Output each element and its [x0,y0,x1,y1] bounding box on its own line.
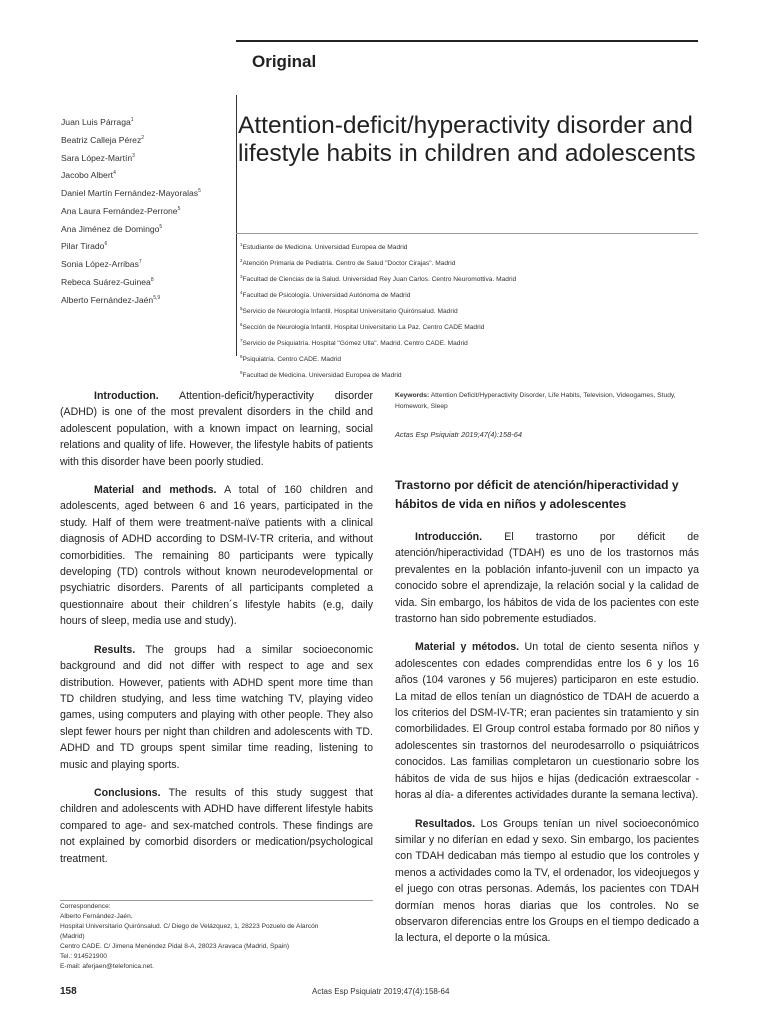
journal-citation: Actas Esp Psiquiatr 2019;47(4):158-64 [395,430,522,439]
author-list [61,113,231,308]
abstract-spanish [395,529,699,947]
author: Pilar Tirado$^6$ [61,241,108,252]
spanish-title: Trastorno por déficit de atención/hiperactividad y hábitos de vida en niños y adolescentes [395,478,679,511]
author: Beatriz Calleja Pérez$^2$ [61,134,145,145]
affiliation: $^9$Facultad de Medicina. Universidad Europea de Madrid [240,369,402,379]
article-title: Attention-deficit/hyperactivity disorder and lifestyle habits in children and adolescents [238,112,696,167]
correspondence-line: Correspondence: [60,903,111,910]
author: Daniel Martín Fernández-Mayoralas$^5$ [61,187,201,198]
vertical-divider [236,95,237,356]
author: Ana Laura Fernández-Perrone$^5$ [61,205,181,216]
abstract-paragraph: Introduction. Attention-deficit/hyperactivity disorder (ADHD) is one of the most prevalent disorders in the child and adolescent population, with a known impact on learning, social relations and quality of life. However, the lifestyle habits of patients with this disorder have been poorly studied. [60,390,373,468]
affiliation: $^2$Atención Primaria de Pediatría. Centro de Salud "Doctor Cirajas". Madrid [240,257,456,268]
affiliation: $^5$Servicio de Neurología Infantil. Hospital Universitario Quirónsalud. Madrid [240,305,458,315]
author: Juan Luis Párraga$^1$ [61,116,134,127]
correspondence-email: E-mail: aferjaen@telefonica.net. [60,963,154,970]
abstract-paragraph: Conclusions. The results of this study suggest that children and adolescents with ADHD have different lifestyle habits compared to age- and sex-matched controls. These findings are not explained by comorbid disorders or medication/psychological treatment. [60,786,373,865]
abstract-paragraph: Introducción. El trastorno por déficit de atención/hiperactividad (TDAH) es uno de los trastornos más prevalentes en la población infanto-juvenil con un impacto ya conocido sobre el aprendizaje, la relación social y la calidad de vida. Sin embargo, los hábitos de vida de los pacientes con este trastorno han sido pobremente estudiados. [395,531,699,626]
correspondence-rule [60,900,373,901]
affiliation: $^3$Facultad de Ciencias de la Salud. Universidad Rey Juan Carlos. Centro Neuromottiva. Madrid [240,273,517,284]
abstract-english [60,388,373,879]
correspondence-line: (Madrid) [60,933,85,940]
keywords: Keywords: Attention Deficit/Hyperactivity Disorder, Life Habits, Television, Videogames, Study, Homework, Sleep [395,392,676,410]
correspondence-line: Tel.: 914521900 [60,953,107,960]
correspondence-line: Alberto Fernández-Jaén. [60,913,133,920]
correspondence-line: Hospital Universitario Quirónsalud. C/ Diego de Velázquez, 1, 28223 Pozuelo de Alarcón [60,923,319,930]
affiliation: $^7$Servicio de Psiquiatría. Hospital "Gómez Ulla". Madrid. Centro CADE. Madrid [240,337,468,347]
right-column [395,391,699,959]
author: Alberto Fernández-Jaén$^{5,9}$ [61,294,161,305]
correspondence-line: Centro CADE. C/ Jimena Menéndez Pidal 8-A, 28023 Aravaca (Madrid, Spain) [60,943,290,950]
page-number: 158 [60,986,77,997]
author: Sonia López-Arribas$^7$ [61,258,142,269]
author: Rebeca Suárez-Guinea$^8$ [61,276,154,287]
footer-citation: Actas Esp Psiquiatr 2019;47(4):158-64 [312,987,450,996]
author: Ana Jiménez de Domingo$^5$ [61,223,163,234]
affiliation: $^6$Sección de Neurología Infantil. Hospital Universitario La Paz. Centro CADE Madrid [240,321,485,331]
affiliations-rule [236,233,698,234]
header-rule [236,40,698,42]
abstract-paragraph: Resultados. Los Groups tenían un nivel socioeconómico similar y no diferían en edad y sexo. Sin embargo, los pacientes con TDAH dedicaban más tiempo al estudio que los controles y menos a actividades como la TV, el ordenador, los videojuegos y el juego con otras personas. Además, los pacientes con TDAH dormían menos horas diarias que los controles. No se observaron diferencias entre los Groups en el tiempo dedicado a la lectura, el deporte o la música. [395,817,699,945]
correspondence [60,902,380,972]
author: Jacobo Albert$^4$ [61,170,116,181]
author: Sara López-Martín$^3$ [61,152,135,163]
section-label: Original [252,52,317,71]
affiliation: $^8$Psiquiatría. Centro CADE. Madrid [240,353,342,363]
abstract-paragraph: Results. The groups had a similar socioeconomic background and did not differ with respect to age and sex distribution. However, patients with ADHD spent more time than TD children studying, and less time watching TV, playing video games, using computers and playing with other people. They also slept fewer hours per night than children and adolescents with TD. ADHD and TD groups spent similar time reading, listening to music and playing sports. [60,643,373,771]
affiliation-list [240,239,700,382]
abstract-paragraph: Material y métodos. Un total de ciento sesenta niños y adolescentes con edades comprendidas entre los 6 y los 16 años (104 varones y 56 mujeres) participaron en este estudio. La mitad de ellos tenían un diagnóstico de TDAH de acuerdo a los criterios del DSM-IV-TR; eran pacientes sin tratamiento y sin comorbilidades. El Group control estaba formado por 80 niños y adolescentes sin trastornos del neurodesarrollo o psiquiátricos conocidos. Las familias completaron un cuestionario sobre los hábitos de vida de sus hijos e hijas (dedicación extraescolar -horas al día- a diferentes actividades durante la semana lectiva). [395,641,699,802]
affiliation: $^4$Facultad de Psicología. Universidad Autónoma de Madrid [240,289,411,299]
abstract-paragraph: Material and methods. A total of 160 children and adolescents, aged between 6 and 16 years, participated in the study. Half of them were treatment-naïve patients with a clinical diagnosis of ADHD according to DSM-IV-TR criteria, and without comorbidities. The remaining 80 participants were typically developing (TD) controls without known neurodevelopmental or psychiatric disorders. Parents of all participants completed a questionnaire about their children´s lifestyle habits (e.g, daily hours of sleep, media use and study). [60,484,373,628]
affiliation: $^1$Estudiante de Medicina. Universidad Europea de Madrid [240,242,408,252]
